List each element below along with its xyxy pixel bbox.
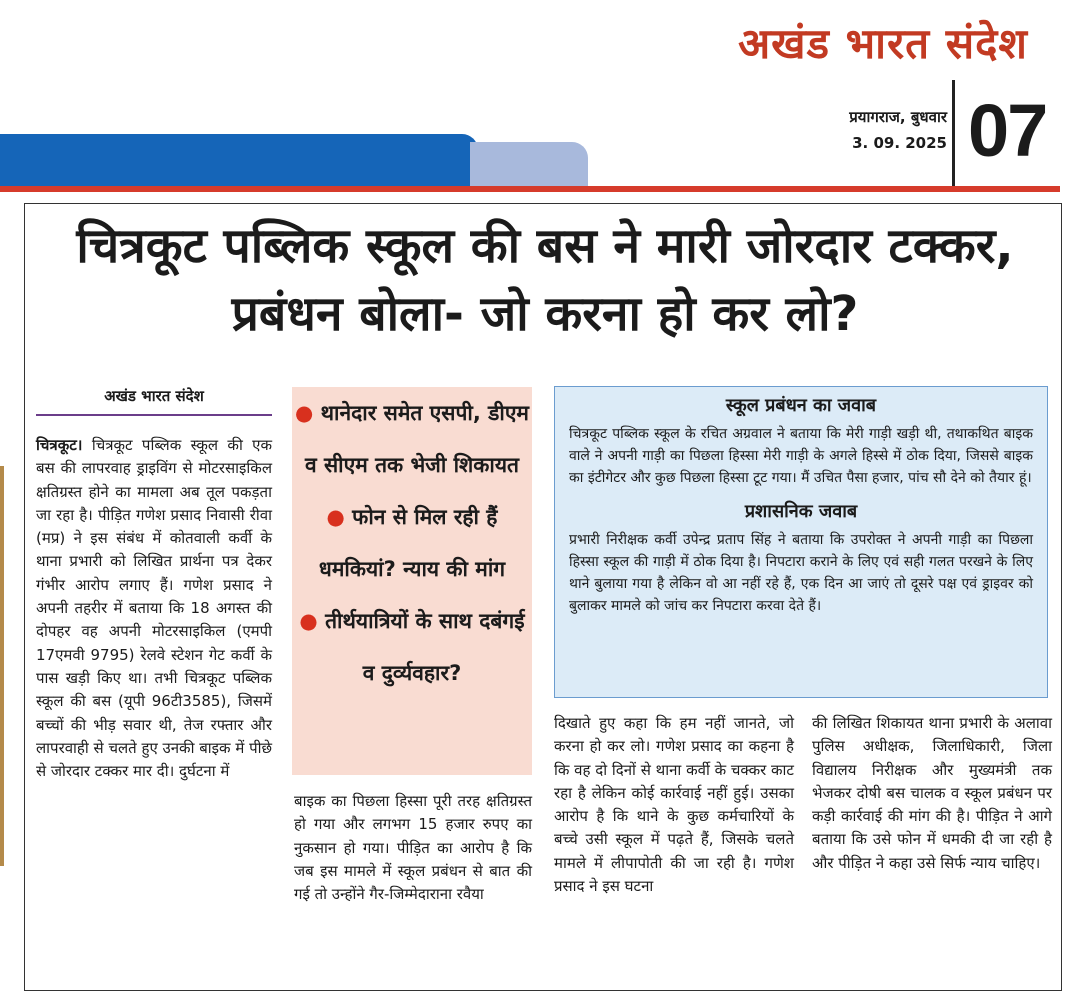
- admin-response-heading: प्रशासनिक जवाब: [744, 501, 858, 522]
- header-light-blue-band: [470, 142, 588, 186]
- dateline-lead: चित्रकूट।: [36, 436, 83, 454]
- bullet-icon: ●: [295, 401, 321, 425]
- byline-rule: [36, 414, 272, 416]
- article-column-3: दिखाते हुए कहा कि हम नहीं जानते, जो करना हो कर लो। गणेश प्रसाद का कहना है कि वह दो दिनों से थाना कर्वी के चक्कर काट रहा है लेकिन कोई कार्रवाई नहीं हुई। उसका आरोप है कि थाने के कुछ कर्मचारियों के बच्चे उसी स्कूल में पढ़ते हैं, जिसके चलते मामले में लीपापोती की जा रही है। गणेश प्रसाद ने इस घटना: [554, 714, 794, 896]
- article-column-4: की लिखित शिकायत थाना प्रभारी के अलावा पुलिस अधीक्षक, जिलाधिकारी, जिला विद्यालय निरीक्षक और मुख्यमंत्री तक भेजकर दोषी बस चालक व स्कूल प्रबंधन पर कड़ी कार्रवाई की मांग की है। पीड़ित ने आगे बताया कि उसे फोन में धमकी दी जा रही है और पीड़ित ने कहा उसे सिर्फ न्याय चाहिए।: [812, 714, 1052, 872]
- header-divider: [952, 80, 955, 186]
- responses-infobox: [554, 386, 1048, 698]
- highlight-text: थानेदार समेत एसपी, डीएम व सीएम तक भेजी शिकायत: [304, 401, 529, 477]
- dateline-city-day: प्रयागराज, बुधवार: [849, 108, 947, 126]
- admin-response-text: प्रभारी निरीक्षक कर्वी उपेन्द्र प्रताप सिंह ने बताया कि उपरोक्त ने अपनी गाड़ी का पिछला हिस्सा स्कूल की गाड़ी में ठोक दिया है। निपटारा कराने के लिए एवं सही गलत परखने के लिए थाने बुलाया गया है लेकिन वो आ नहीं रहे हैं, एक दिन आ जाएं तो दूसरे पक्ष एवं ड्राइवर को बुलाकर मामले को जांच कर निपटारा करवा देते हैं।: [569, 532, 1033, 614]
- school-response-text: चित्रकूट पब्लिक स्कूल के रचित अग्रवाल ने बताया कि मेरी गाड़ी खड़ी थी, तथाकथित बाइक वाले ने अपनी गाड़ी का पिछला हिस्सा मेरी गाड़ी के अगले हिस्से में ठोक दिया, जिससे बाइक का इंटीगेटर और कुछ पिछला हिस्सा टूट गया। मैं उचित पैसा हजार, पांच सौ देने को तैयार हूं।: [569, 426, 1033, 486]
- highlight-item: [292, 387, 532, 491]
- page-number: 07: [968, 89, 1047, 172]
- header-blue-band: [0, 134, 478, 186]
- bullet-icon: ●: [326, 505, 353, 529]
- highlight-text: तीर्थयात्रियों के साथ दबंगई व दुर्व्यवहार?: [325, 609, 525, 685]
- article-column-2: बाइक का पिछला हिस्सा पूरी तरह क्षतिग्रस्त हो गया और लगभग 15 हजार रुपए का नुकसान हो गया। पीड़ित का आरोप है कि जब इस मामले में स्कूल प्रबंधन से बात की गई तो उन्होंने गैर-जिम्मेदाराना रवैया: [294, 792, 532, 904]
- dateline: [849, 104, 947, 156]
- article-column-1: [36, 434, 272, 783]
- school-response-heading: स्कूल प्रबंधन का जवाब: [725, 395, 877, 416]
- bullet-icon: ●: [299, 609, 326, 633]
- highlight-item: [292, 595, 532, 699]
- article-headline: चित्रकूट पब्लिक स्कूल की बस ने मारी जोरदार टक्कर, प्रबंधन बोला- जो करना हो कर लो?: [76, 218, 1014, 342]
- dateline-date: 3. 09. 2025: [852, 134, 947, 152]
- highlight-item: [292, 491, 532, 595]
- column-1-text: चित्रकूट पब्लिक स्कूल की एक बस की लापरवाह ड्राइविंग से मोटरसाइकिल क्षतिग्रस्त होने का मामला अब तूल पकड़ता जा रहा है। पीड़ित गणेश प्रसाद निवासी रीवा (मप्र) ने इस संबंध में कोतवाली कर्वी के थाना प्रभारी को लिखित प्रार्थना पत्र देकर गंभीर आरोप लगाए हैं। गणेश प्रसाद ने अपनी तहरीर में बताया कि 18 अगस्त की दोपहर वह अपनी मोटरसाइकिल (एमपी 17एमवी 9795) रेलवे स्टेशन गेट कर्वी के पास खड़ी किए था। तभी चित्रकूट पब्लिक स्कूल की बस (यूपी 96टी3585), जिसमें बच्चों की भीड़ सवार थी, तेज रफ्तार और लापरवाही से चलते हुए उनकी बाइक में पीछे से जोरदार टक्कर मार दी। दुर्घटना में: [36, 436, 272, 781]
- adjacent-photo-edge: [0, 466, 4, 866]
- byline: अखंड भारत संदेश: [104, 387, 204, 405]
- highlights-box: [292, 387, 532, 775]
- highlight-text: फोन से मिल रही हैं धमकियां? न्याय की मांग: [318, 505, 506, 581]
- newspaper-masthead: अखंड भारत संदेश: [738, 19, 1028, 68]
- header-red-rule: [0, 186, 1060, 192]
